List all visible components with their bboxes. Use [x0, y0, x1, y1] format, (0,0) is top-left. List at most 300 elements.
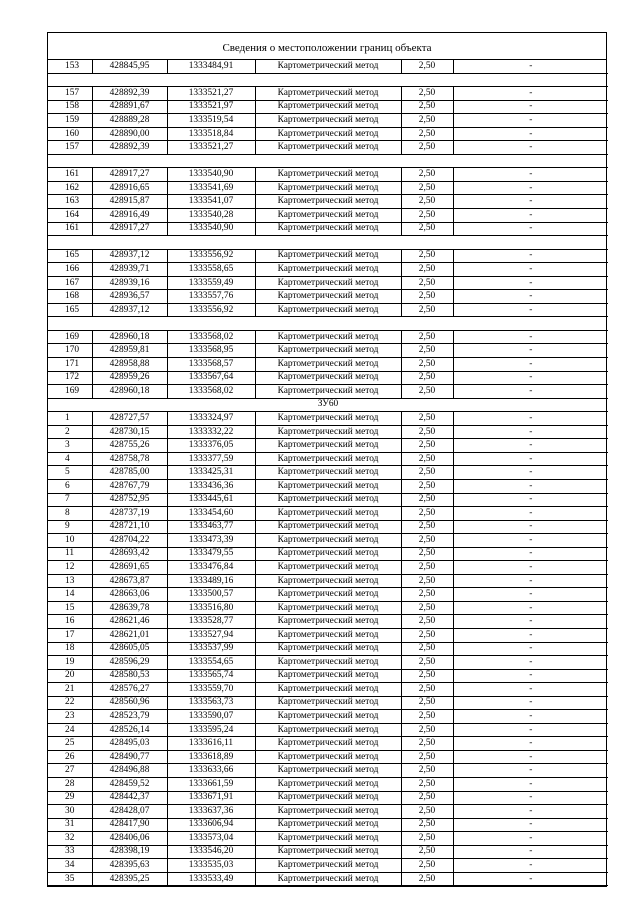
point-number-cell: 33	[48, 845, 92, 859]
description-cell: -	[453, 452, 608, 466]
y-coordinate-cell: 1333436,36	[167, 479, 255, 493]
y-coordinate-cell: 1333565,74	[167, 669, 255, 683]
method-cell: Картометрический метод	[255, 859, 401, 873]
x-coordinate-cell: 428767,79	[92, 479, 167, 493]
x-coordinate-cell: 428417,90	[92, 818, 167, 832]
x-coordinate-cell: 428663,06	[92, 588, 167, 602]
y-coordinate-cell: 1333568,02	[167, 330, 255, 344]
method-cell: Картометрический метод	[255, 547, 401, 561]
precision-cell: 2,50	[401, 669, 453, 683]
y-coordinate-cell: 1333516,80	[167, 601, 255, 615]
table-row	[48, 412, 608, 426]
precision-cell: 2,50	[401, 520, 453, 534]
table-row	[48, 358, 608, 372]
table-row	[48, 181, 608, 195]
table-row	[48, 276, 608, 290]
y-coordinate-cell: 1333535,03	[167, 859, 255, 873]
description-cell: -	[453, 574, 608, 588]
point-number-cell: 170	[48, 344, 92, 358]
precision-cell: 2,50	[401, 100, 453, 114]
precision-cell: 2,50	[401, 791, 453, 805]
point-number-cell: 13	[48, 574, 92, 588]
y-coordinate-cell: 1333616,11	[167, 737, 255, 751]
method-cell: Картометрический метод	[255, 737, 401, 751]
table-row	[48, 127, 608, 141]
document-title: Сведения о местоположении границ объекта	[48, 33, 606, 60]
x-coordinate-cell: 428459,52	[92, 777, 167, 791]
point-number-cell: 5	[48, 466, 92, 480]
description-cell: -	[453, 872, 608, 886]
precision-cell: 2,50	[401, 534, 453, 548]
precision-cell: 2,50	[401, 601, 453, 615]
x-coordinate-cell: 428917,27	[92, 168, 167, 182]
y-coordinate-cell: 1333500,57	[167, 588, 255, 602]
table-row	[48, 425, 608, 439]
method-cell: Картометрический метод	[255, 141, 401, 155]
y-coordinate-cell: 1333527,94	[167, 628, 255, 642]
precision-cell: 2,50	[401, 805, 453, 819]
method-cell: Картометрический метод	[255, 696, 401, 710]
y-coordinate-cell: 1333558,65	[167, 263, 255, 277]
description-cell: -	[453, 710, 608, 724]
x-coordinate-cell: 428915,87	[92, 195, 167, 209]
method-cell: Картометрический метод	[255, 209, 401, 223]
precision-cell: 2,50	[401, 615, 453, 629]
method-cell: Картометрический метод	[255, 628, 401, 642]
point-number-cell: 18	[48, 642, 92, 656]
method-cell: Картометрический метод	[255, 385, 401, 399]
method-cell: Картометрический метод	[255, 507, 401, 521]
x-coordinate-cell: 428936,57	[92, 290, 167, 304]
y-coordinate-cell: 1333568,57	[167, 358, 255, 372]
point-number-cell: 1	[48, 412, 92, 426]
description-cell: -	[453, 493, 608, 507]
description-cell: -	[453, 750, 608, 764]
x-coordinate-cell: 428758,78	[92, 452, 167, 466]
description-cell: -	[453, 344, 608, 358]
x-coordinate-cell: 428496,88	[92, 764, 167, 778]
description-cell: -	[453, 330, 608, 344]
table-row	[48, 141, 608, 155]
point-number-cell: 30	[48, 805, 92, 819]
point-number-cell: 12	[48, 561, 92, 575]
description-cell: -	[453, 181, 608, 195]
point-number-cell: 32	[48, 832, 92, 846]
description-cell: -	[453, 737, 608, 751]
table-row	[48, 818, 608, 832]
point-number-cell: 157	[48, 87, 92, 101]
table-row	[48, 114, 608, 128]
point-number-cell: 21	[48, 683, 92, 697]
point-number-cell: 31	[48, 818, 92, 832]
point-number-cell: 25	[48, 737, 92, 751]
y-coordinate-cell: 1333618,89	[167, 750, 255, 764]
point-number-cell: 4	[48, 452, 92, 466]
y-coordinate-cell: 1333559,70	[167, 683, 255, 697]
table-row	[48, 737, 608, 751]
y-coordinate-cell: 1333661,59	[167, 777, 255, 791]
description-cell: -	[453, 358, 608, 372]
point-number-cell: 2	[48, 425, 92, 439]
y-coordinate-cell: 1333540,90	[167, 222, 255, 236]
table-row	[48, 777, 608, 791]
x-coordinate-cell: 428639,78	[92, 601, 167, 615]
x-coordinate-cell: 428395,25	[92, 872, 167, 886]
point-number-cell: 171	[48, 358, 92, 372]
description-cell: -	[453, 222, 608, 236]
method-cell: Картометрический метод	[255, 114, 401, 128]
x-coordinate-cell: 428958,88	[92, 358, 167, 372]
precision-cell: 2,50	[401, 723, 453, 737]
x-coordinate-cell: 428939,71	[92, 263, 167, 277]
table-row	[48, 683, 608, 697]
point-number-cell: 27	[48, 764, 92, 778]
precision-cell: 2,50	[401, 412, 453, 426]
description-cell: -	[453, 195, 608, 209]
x-coordinate-cell: 428916,65	[92, 181, 167, 195]
description-cell: -	[453, 832, 608, 846]
description-cell: -	[453, 276, 608, 290]
y-coordinate-cell: 1333521,27	[167, 87, 255, 101]
description-cell: -	[453, 628, 608, 642]
y-coordinate-cell: 1333568,95	[167, 344, 255, 358]
y-coordinate-cell: 1333637,36	[167, 805, 255, 819]
x-coordinate-cell: 428704,22	[92, 534, 167, 548]
y-coordinate-cell: 1333606,94	[167, 818, 255, 832]
x-coordinate-cell: 428730,15	[92, 425, 167, 439]
x-coordinate-cell: 428917,27	[92, 222, 167, 236]
method-cell: Картометрический метод	[255, 656, 401, 670]
y-coordinate-cell: 1333476,84	[167, 561, 255, 575]
point-number-cell: 161	[48, 168, 92, 182]
precision-cell: 2,50	[401, 561, 453, 575]
precision-cell: 2,50	[401, 371, 453, 385]
method-cell: Картометрический метод	[255, 642, 401, 656]
table-row	[48, 195, 608, 209]
method-cell: Картометрический метод	[255, 534, 401, 548]
point-number-cell: 172	[48, 371, 92, 385]
description-cell: -	[453, 100, 608, 114]
precision-cell: 2,50	[401, 696, 453, 710]
method-cell: Картометрический метод	[255, 669, 401, 683]
method-cell: Картометрический метод	[255, 358, 401, 372]
x-coordinate-cell: 428752,95	[92, 493, 167, 507]
description-cell: -	[453, 114, 608, 128]
y-coordinate-cell: 1333519,54	[167, 114, 255, 128]
point-number-cell: 26	[48, 750, 92, 764]
spacer-cell	[48, 154, 608, 168]
y-coordinate-cell: 1333568,02	[167, 385, 255, 399]
precision-cell: 2,50	[401, 425, 453, 439]
table-row	[48, 805, 608, 819]
y-coordinate-cell: 1333518,84	[167, 127, 255, 141]
precision-cell: 2,50	[401, 588, 453, 602]
precision-cell: 2,50	[401, 303, 453, 317]
precision-cell: 2,50	[401, 276, 453, 290]
method-cell: Картометрический метод	[255, 195, 401, 209]
x-coordinate-cell: 428937,12	[92, 303, 167, 317]
table-row	[48, 574, 608, 588]
description-cell: -	[453, 791, 608, 805]
point-number-cell: 169	[48, 330, 92, 344]
description-cell: -	[453, 263, 608, 277]
method-cell: Картометрический метод	[255, 791, 401, 805]
y-coordinate-cell: 1333377,59	[167, 452, 255, 466]
description-cell: -	[453, 249, 608, 263]
x-coordinate-cell: 428490,77	[92, 750, 167, 764]
point-number-cell: 167	[48, 276, 92, 290]
table-row	[48, 466, 608, 480]
precision-cell: 2,50	[401, 222, 453, 236]
table-row	[48, 750, 608, 764]
point-number-cell: 8	[48, 507, 92, 521]
table-row	[48, 601, 608, 615]
table-row	[48, 385, 608, 399]
point-number-cell: 9	[48, 520, 92, 534]
point-number-cell: 161	[48, 222, 92, 236]
precision-cell: 2,50	[401, 60, 453, 73]
coordinates-table-body	[48, 60, 608, 886]
x-coordinate-cell: 428727,57	[92, 412, 167, 426]
precision-cell: 2,50	[401, 683, 453, 697]
precision-cell: 2,50	[401, 628, 453, 642]
table-row	[48, 493, 608, 507]
table-row	[48, 60, 608, 73]
x-coordinate-cell: 428737,19	[92, 507, 167, 521]
x-coordinate-cell: 428495,03	[92, 737, 167, 751]
y-coordinate-cell: 1333557,76	[167, 290, 255, 304]
spacer-row	[48, 73, 608, 87]
description-cell: -	[453, 547, 608, 561]
x-coordinate-cell: 428596,29	[92, 656, 167, 670]
table-row	[48, 222, 608, 236]
x-coordinate-cell: 428916,49	[92, 209, 167, 223]
y-coordinate-cell: 1333533,49	[167, 872, 255, 886]
description-cell: -	[453, 696, 608, 710]
table-row	[48, 249, 608, 263]
y-coordinate-cell: 1333633,66	[167, 764, 255, 778]
x-coordinate-cell: 428576,27	[92, 683, 167, 697]
method-cell: Картометрический метод	[255, 249, 401, 263]
description-cell: -	[453, 439, 608, 453]
y-coordinate-cell: 1333473,39	[167, 534, 255, 548]
table-row	[48, 290, 608, 304]
y-coordinate-cell: 1333554,65	[167, 656, 255, 670]
table-row	[48, 439, 608, 453]
x-coordinate-cell: 428621,46	[92, 615, 167, 629]
x-coordinate-cell: 428960,18	[92, 330, 167, 344]
point-number-cell: 165	[48, 303, 92, 317]
spacer-cell	[48, 317, 608, 331]
precision-cell: 2,50	[401, 872, 453, 886]
y-coordinate-cell: 1333556,92	[167, 249, 255, 263]
x-coordinate-cell: 428889,28	[92, 114, 167, 128]
table-row	[48, 723, 608, 737]
point-number-cell: 14	[48, 588, 92, 602]
y-coordinate-cell: 1333521,97	[167, 100, 255, 114]
method-cell: Картометрический метод	[255, 452, 401, 466]
method-cell: Картометрический метод	[255, 290, 401, 304]
precision-cell: 2,50	[401, 344, 453, 358]
x-coordinate-cell: 428395,63	[92, 859, 167, 873]
description-cell: -	[453, 520, 608, 534]
precision-cell: 2,50	[401, 439, 453, 453]
description-cell: -	[453, 479, 608, 493]
point-number-cell: 11	[48, 547, 92, 561]
description-cell: -	[453, 168, 608, 182]
precision-cell: 2,50	[401, 452, 453, 466]
method-cell: Картометрический метод	[255, 87, 401, 101]
table-row	[48, 344, 608, 358]
description-cell: -	[453, 127, 608, 141]
description-cell: -	[453, 534, 608, 548]
y-coordinate-cell: 1333479,55	[167, 547, 255, 561]
method-cell: Картометрический метод	[255, 276, 401, 290]
y-coordinate-cell: 1333484,91	[167, 60, 255, 73]
y-coordinate-cell: 1333559,49	[167, 276, 255, 290]
description-cell: -	[453, 290, 608, 304]
x-coordinate-cell: 428693,42	[92, 547, 167, 561]
y-coordinate-cell: 1333425,31	[167, 466, 255, 480]
method-cell: Картометрический метод	[255, 425, 401, 439]
point-number-cell: 24	[48, 723, 92, 737]
description-cell: -	[453, 141, 608, 155]
x-coordinate-cell: 428526,14	[92, 723, 167, 737]
method-cell: Картометрический метод	[255, 479, 401, 493]
method-cell: Картометрический метод	[255, 466, 401, 480]
point-number-cell: 29	[48, 791, 92, 805]
precision-cell: 2,50	[401, 87, 453, 101]
y-coordinate-cell: 1333521,27	[167, 141, 255, 155]
description-cell: -	[453, 845, 608, 859]
x-coordinate-cell: 428959,26	[92, 371, 167, 385]
description-cell: -	[453, 209, 608, 223]
precision-cell: 2,50	[401, 209, 453, 223]
precision-cell: 2,50	[401, 859, 453, 873]
precision-cell: 2,50	[401, 832, 453, 846]
point-number-cell: 16	[48, 615, 92, 629]
precision-cell: 2,50	[401, 642, 453, 656]
table-row	[48, 507, 608, 521]
y-coordinate-cell: 1333454,60	[167, 507, 255, 521]
x-coordinate-cell: 428428,07	[92, 805, 167, 819]
precision-cell: 2,50	[401, 466, 453, 480]
table-row	[48, 371, 608, 385]
y-coordinate-cell: 1333463,77	[167, 520, 255, 534]
y-coordinate-cell: 1333332,22	[167, 425, 255, 439]
y-coordinate-cell: 1333595,24	[167, 723, 255, 737]
description-cell: -	[453, 683, 608, 697]
description-cell: -	[453, 412, 608, 426]
method-cell: Картометрический метод	[255, 412, 401, 426]
precision-cell: 2,50	[401, 750, 453, 764]
description-cell: -	[453, 656, 608, 670]
x-coordinate-cell: 428891,67	[92, 100, 167, 114]
point-number-cell: 23	[48, 710, 92, 724]
y-coordinate-cell: 1333540,90	[167, 168, 255, 182]
spacer-cell	[48, 236, 608, 250]
precision-cell: 2,50	[401, 507, 453, 521]
precision-cell: 2,50	[401, 168, 453, 182]
x-coordinate-cell: 428785,00	[92, 466, 167, 480]
precision-cell: 2,50	[401, 818, 453, 832]
point-number-cell: 164	[48, 209, 92, 223]
description-cell: -	[453, 818, 608, 832]
method-cell: Картометрический метод	[255, 181, 401, 195]
method-cell: Картометрический метод	[255, 574, 401, 588]
y-coordinate-cell: 1333546,20	[167, 845, 255, 859]
method-cell: Картометрический метод	[255, 222, 401, 236]
point-number-cell: 34	[48, 859, 92, 873]
method-cell: Картометрический метод	[255, 493, 401, 507]
table-row	[48, 872, 608, 886]
precision-cell: 2,50	[401, 710, 453, 724]
method-cell: Картометрический метод	[255, 168, 401, 182]
precision-cell: 2,50	[401, 358, 453, 372]
y-coordinate-cell: 1333563,73	[167, 696, 255, 710]
spacer-cell	[48, 73, 608, 87]
point-number-cell: 7	[48, 493, 92, 507]
description-cell: -	[453, 87, 608, 101]
spacer-row	[48, 317, 608, 331]
point-number-cell: 6	[48, 479, 92, 493]
description-cell: -	[453, 561, 608, 575]
x-coordinate-cell: 428580,53	[92, 669, 167, 683]
description-cell: -	[453, 303, 608, 317]
table-row	[48, 764, 608, 778]
table-row	[48, 520, 608, 534]
point-number-cell: 28	[48, 777, 92, 791]
y-coordinate-cell: 1333556,92	[167, 303, 255, 317]
precision-cell: 2,50	[401, 479, 453, 493]
table-row	[48, 669, 608, 683]
boundary-table-document	[47, 32, 607, 887]
x-coordinate-cell: 428673,87	[92, 574, 167, 588]
method-cell: Картометрический метод	[255, 100, 401, 114]
description-cell: -	[453, 615, 608, 629]
x-coordinate-cell: 428890,00	[92, 127, 167, 141]
description-cell: -	[453, 60, 608, 73]
y-coordinate-cell: 1333537,99	[167, 642, 255, 656]
point-number-cell: 35	[48, 872, 92, 886]
method-cell: Картометрический метод	[255, 520, 401, 534]
x-coordinate-cell: 428621,01	[92, 628, 167, 642]
precision-cell: 2,50	[401, 547, 453, 561]
point-number-cell: 19	[48, 656, 92, 670]
precision-cell: 2,50	[401, 737, 453, 751]
y-coordinate-cell: 1333540,28	[167, 209, 255, 223]
description-cell: -	[453, 859, 608, 873]
x-coordinate-cell: 428959,81	[92, 344, 167, 358]
table-row	[48, 859, 608, 873]
table-row	[48, 642, 608, 656]
description-cell: -	[453, 777, 608, 791]
x-coordinate-cell: 428939,16	[92, 276, 167, 290]
precision-cell: 2,50	[401, 764, 453, 778]
x-coordinate-cell: 428523,79	[92, 710, 167, 724]
description-cell: -	[453, 425, 608, 439]
x-coordinate-cell: 428721,10	[92, 520, 167, 534]
precision-cell: 2,50	[401, 263, 453, 277]
x-coordinate-cell: 428406,06	[92, 832, 167, 846]
precision-cell: 2,50	[401, 845, 453, 859]
table-row	[48, 791, 608, 805]
table-row	[48, 832, 608, 846]
table-row	[48, 330, 608, 344]
coordinates-table	[48, 60, 608, 886]
table-row	[48, 628, 608, 642]
method-cell: Картометрический метод	[255, 127, 401, 141]
